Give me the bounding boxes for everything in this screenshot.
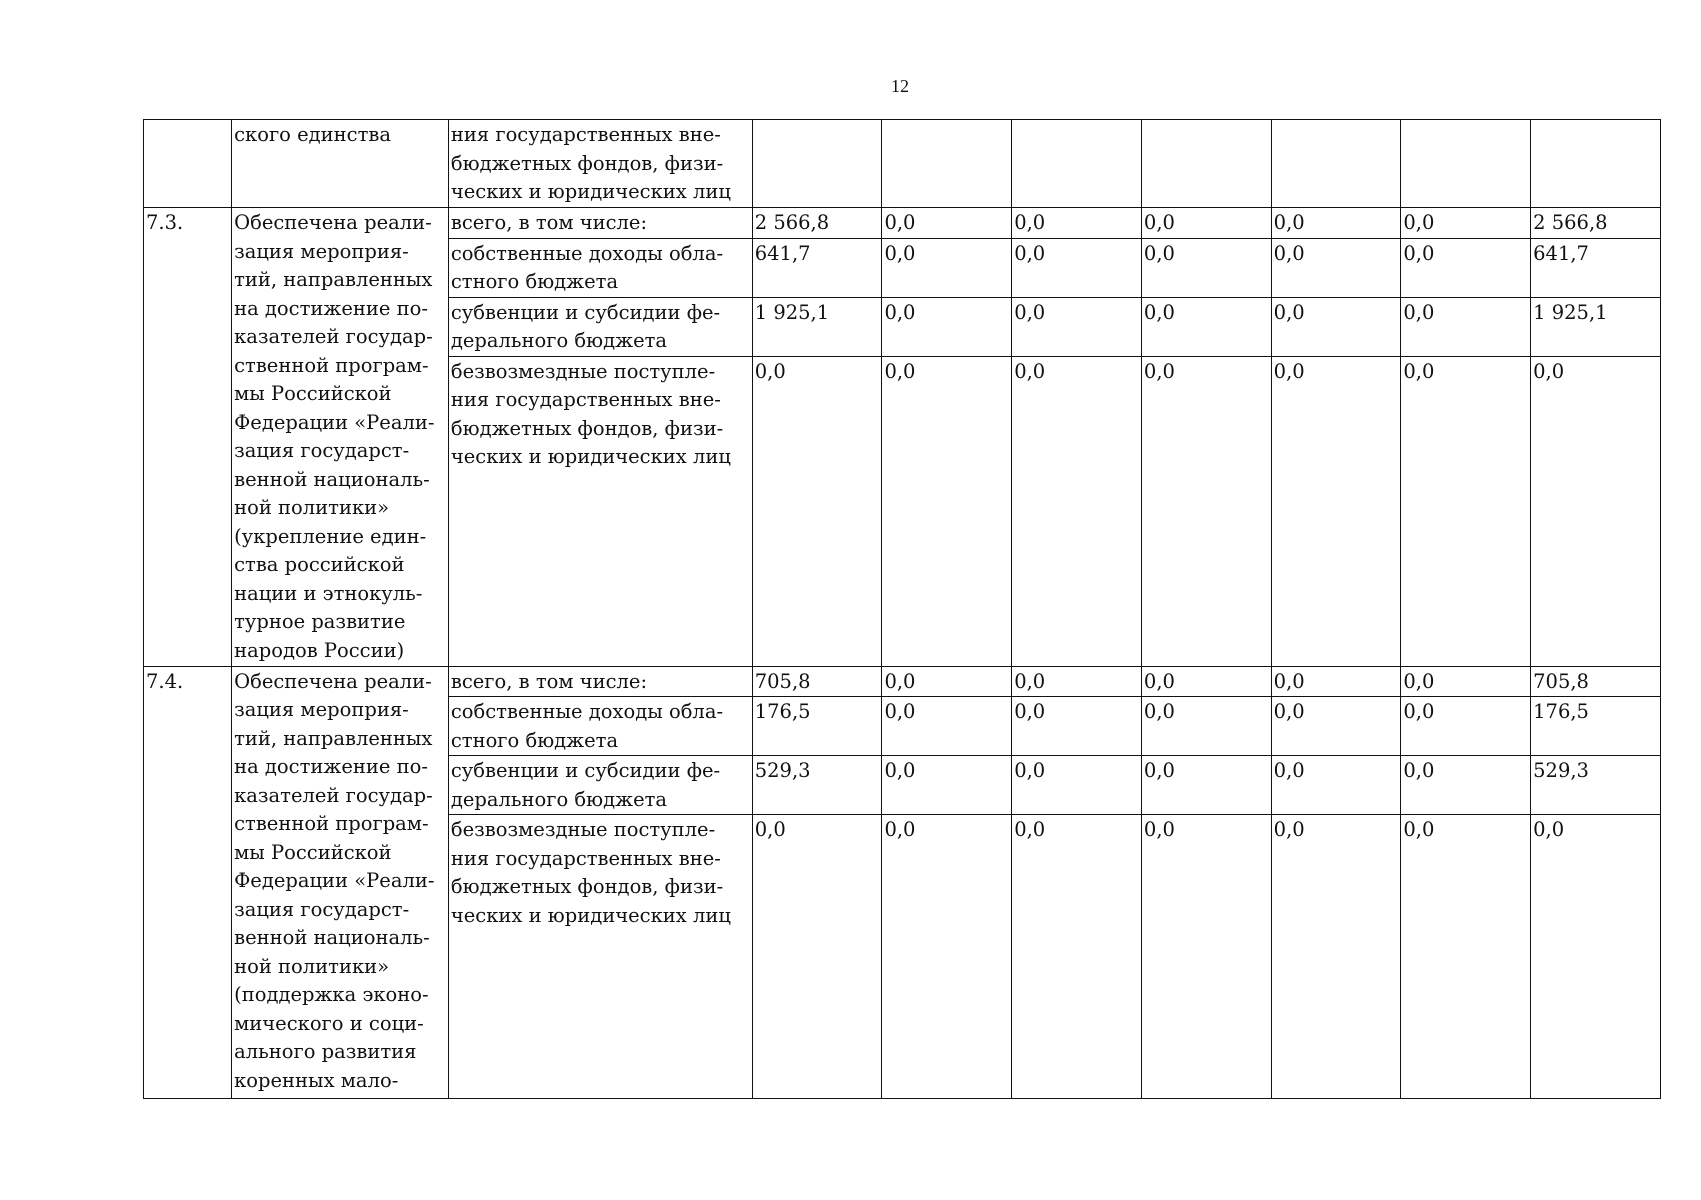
cell-value: 0,0: [1401, 356, 1531, 666]
cell-value: 0,0: [1012, 297, 1142, 356]
cell-value: 1 925,1: [1531, 297, 1661, 356]
table-row: [144, 666, 1661, 697]
cell-value: 0,0: [1141, 815, 1271, 1099]
cell-funding-source: всего, в том числе:: [448, 208, 752, 239]
cell-value: 0,0: [882, 297, 1012, 356]
cell-value: 0,0: [1012, 756, 1142, 815]
cell-funding-source: безвозмездные поступле- ния государственных вне- бюджетных фондов, физи- ческих и юридических лиц: [448, 815, 752, 1099]
cell-value: 0,0: [1012, 238, 1142, 297]
cell-value: 0,0: [1012, 208, 1142, 239]
cell-value: 0,0: [1271, 208, 1401, 239]
cell-value: 529,3: [1531, 756, 1661, 815]
cell-value: 0,0: [882, 356, 1012, 666]
page-number: 12: [891, 76, 909, 96]
cell-value: 0,0: [882, 756, 1012, 815]
cell-value: 0,0: [1271, 697, 1401, 756]
cell-value: 0,0: [1141, 356, 1271, 666]
cell-value: 0,0: [882, 238, 1012, 297]
cell-value: [752, 120, 882, 208]
cell-value: 0,0: [882, 666, 1012, 697]
cell-description: Обеспечена реали- зация мероприя- тий, направленных на достижение по- казателей государ- ственной програм- мы Российской Федерации «Реали- зация государст- венной националь- ной политики» (поддержка эконо- мического и соци- ального развития коренных мало-: [232, 666, 449, 1099]
cell-value: 0,0: [1271, 756, 1401, 815]
cell-value: 2 566,8: [752, 208, 882, 239]
cell-value: [1271, 120, 1401, 208]
budget-table: [143, 119, 1661, 1099]
cell-value: 0,0: [882, 815, 1012, 1099]
cell-value: 0,0: [1141, 297, 1271, 356]
cell-value: 0,0: [1271, 297, 1401, 356]
cell-value: 0,0: [1401, 208, 1531, 239]
cell-value: 641,7: [752, 238, 882, 297]
cell-value: [1401, 120, 1531, 208]
cell-value: 0,0: [1141, 238, 1271, 297]
cell-value: 0,0: [1141, 208, 1271, 239]
cell-value: 0,0: [1141, 666, 1271, 697]
table-row-continuation: [144, 120, 1661, 208]
cell-value: [882, 120, 1012, 208]
cell-value: 641,7: [1531, 238, 1661, 297]
cell-number: 7.4.: [144, 666, 232, 1099]
cell-value: 0,0: [1401, 756, 1531, 815]
cell-description: Обеспечена реали- зация мероприя- тий, направленных на достижение по- казателей государ- ственной програм- мы Российской Федерации «Реали- зация государст- венной националь- ной политики» (укрепление един- ства российской нации и этнокуль- турное развитие народов России): [232, 208, 449, 667]
cell-value: 0,0: [752, 815, 882, 1099]
cell-value: 0,0: [1012, 697, 1142, 756]
cell-value: 176,5: [1531, 697, 1661, 756]
cell-value: 0,0: [1271, 815, 1401, 1099]
cell-value: 0,0: [1401, 238, 1531, 297]
cell-value: [1531, 120, 1661, 208]
cell-value: 0,0: [1401, 297, 1531, 356]
cell-value: 0,0: [1271, 356, 1401, 666]
cell-value: [1141, 120, 1271, 208]
cell-value: [1012, 120, 1142, 208]
cell-value: 0,0: [1012, 666, 1142, 697]
cell-value: 0,0: [1531, 356, 1661, 666]
cell-funding-source: безвозмездные поступле- ния государственных вне- бюджетных фондов, физи- ческих и юридических лиц: [448, 356, 752, 666]
cell-value: 0,0: [1531, 815, 1661, 1099]
cell-number: [144, 120, 232, 208]
cell-value: 1 925,1: [752, 297, 882, 356]
cell-value: 0,0: [882, 697, 1012, 756]
cell-value: 0,0: [1401, 697, 1531, 756]
cell-value: 705,8: [752, 666, 882, 697]
cell-value: 0,0: [1141, 756, 1271, 815]
cell-value: 0,0: [1271, 238, 1401, 297]
cell-value: 0,0: [752, 356, 882, 666]
cell-number: 7.3.: [144, 208, 232, 667]
cell-value: 2 566,8: [1531, 208, 1661, 239]
table-row: [144, 208, 1661, 239]
cell-value: 529,3: [752, 756, 882, 815]
cell-value: 0,0: [1401, 666, 1531, 697]
cell-value: 0,0: [1271, 666, 1401, 697]
cell-funding-source: ния государственных вне- бюджетных фондов, физи- ческих и юридических лиц: [448, 120, 752, 208]
cell-value: 0,0: [1141, 697, 1271, 756]
cell-value: 176,5: [752, 697, 882, 756]
cell-funding-source: собственные доходы обла- стного бюджета: [448, 238, 752, 297]
cell-funding-source: всего, в том числе:: [448, 666, 752, 697]
cell-value: 0,0: [1012, 815, 1142, 1099]
cell-funding-source: собственные доходы обла- стного бюджета: [448, 697, 752, 756]
cell-value: 0,0: [1401, 815, 1531, 1099]
cell-funding-source: субвенции и субсидии фе- дерального бюджета: [448, 756, 752, 815]
cell-value: 0,0: [1012, 356, 1142, 666]
cell-funding-source: субвенции и субсидии фе- дерального бюджета: [448, 297, 752, 356]
cell-value: 705,8: [1531, 666, 1661, 697]
cell-description: ского единства: [232, 120, 449, 208]
cell-value: 0,0: [882, 208, 1012, 239]
